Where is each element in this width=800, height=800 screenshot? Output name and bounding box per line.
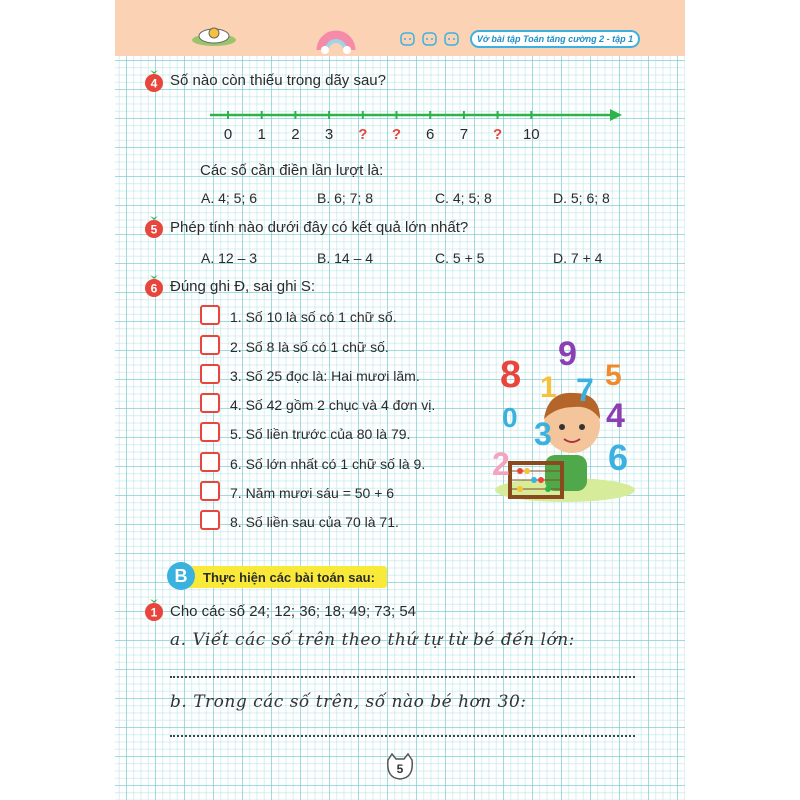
answer-box-3[interactable] [200,364,220,384]
question-5-text: Phép tính nào dưới đây có kết quả lớn nhất? [170,219,469,236]
strawberry-number-badge [144,275,164,297]
q4-option-b[interactable]: B. 6; 7; 8 [317,190,374,206]
statement-4: 4. Số 42 gồm 2 chục và 4 đơn vị. [230,397,436,413]
question-4-prompt: Các số cần điền lần lượt là: [200,162,384,179]
statement-2: 2. Số 8 là số có 1 chữ số. [230,339,389,355]
answer-box-1[interactable] [200,305,220,325]
rainbow-cloud-icon [315,14,357,54]
strawberry-number-badge [144,70,164,92]
fried-egg-icon [190,20,238,48]
b1-part-b: b. Trong các số trên, số nào bé hơn 30: [170,692,527,712]
number-line-label: 2 [291,126,300,143]
answer-box-4[interactable] [200,393,220,413]
q5-option-a[interactable]: A. 12 – 3 [201,250,258,266]
illustration-digit: 2 [492,446,510,482]
answer-box-2[interactable] [200,335,220,355]
answer-line-b[interactable] [170,735,635,737]
number-line-label: 3 [324,126,334,143]
number-line [210,100,630,150]
answer-box-5[interactable] [200,422,220,442]
number-line-label: 0 [223,126,233,143]
q4-option-a[interactable]: A. 4; 5; 6 [201,190,258,206]
answer-box-6[interactable] [200,452,220,472]
q4-option-c[interactable]: C. 4; 5; 8 [435,190,492,206]
worksheet-page [115,0,685,800]
section-b-badge [165,560,197,592]
b1-part-a: a. Viết các số trên theo thứ tự từ bé đến lớn: [170,630,575,650]
illustration-digit: 0 [502,402,518,433]
page-number-badge [382,752,418,782]
statement-3: 3. Số 25 đọc là: Hai mươi lăm. [230,368,420,384]
number-line-label: 1 [257,126,266,143]
strawberry-number-badge [144,216,164,238]
number-line-label: 6 [426,126,435,143]
q5-option-b[interactable]: B. 14 – 4 [317,250,374,266]
workbook-title: Vở bài tập Toán tăng cường 2 - tập 1 [470,30,640,48]
number-line-arrow [610,109,622,121]
cat-faces-icon [397,30,467,48]
svg-text:4: 4 [150,76,158,91]
statement-7: 7. Năm mươi sáu = 50 + 6 [230,485,395,501]
missing-number-label: ? [493,126,503,143]
q4-option-d[interactable]: D. 5; 6; 8 [553,190,610,206]
question-4-text: Số nào còn thiếu trong dãy sau? [170,72,386,89]
illustration-digit: 8 [500,354,522,396]
svg-text:5: 5 [150,222,158,237]
illustration-digit: 3 [534,416,552,452]
page-header [115,0,685,56]
strawberry-number-badge [144,599,164,621]
svg-text:B: B [174,566,188,586]
missing-number-label: ? [391,126,402,143]
answer-line-a[interactable] [170,676,635,678]
statement-6: 6. Số lớn nhất có 1 chữ số là 9. [230,456,426,472]
section-b-title: Thực hiện các bài toán sau: [203,570,375,585]
missing-number-label: ? [358,126,368,143]
q5-option-d[interactable]: D. 7 + 4 [553,250,603,266]
illustration-digit: 5 [605,359,622,392]
question-6-text: Đúng ghi Đ, sai ghi S: [170,278,316,295]
svg-text:5: 5 [396,762,404,776]
illustration-digit: 1 [540,371,557,404]
statement-1: 1. Số 10 là số có 1 chữ số. [230,309,397,325]
boy-with-numbers-illustration [490,335,640,525]
illustration-digit: 7 [576,372,594,408]
illustration-digit: 9 [558,335,577,373]
illustration-digit: 6 [608,437,629,478]
answer-box-8[interactable] [200,510,220,530]
statement-8: 8. Số liền sau của 70 là 71. [230,514,399,530]
b1-given-numbers: Cho các số 24; 12; 36; 18; 49; 73; 54 [170,603,417,620]
number-line-label: 7 [459,126,469,143]
q5-option-c[interactable]: C. 5 + 5 [435,250,485,266]
illustration-digit: 4 [606,397,625,435]
svg-text:1: 1 [150,605,158,620]
statement-5: 5. Số liền trước của 80 là 79. [230,426,411,442]
answer-box-7[interactable] [200,481,220,501]
number-line-label: 10 [522,126,540,143]
svg-text:6: 6 [150,281,158,296]
